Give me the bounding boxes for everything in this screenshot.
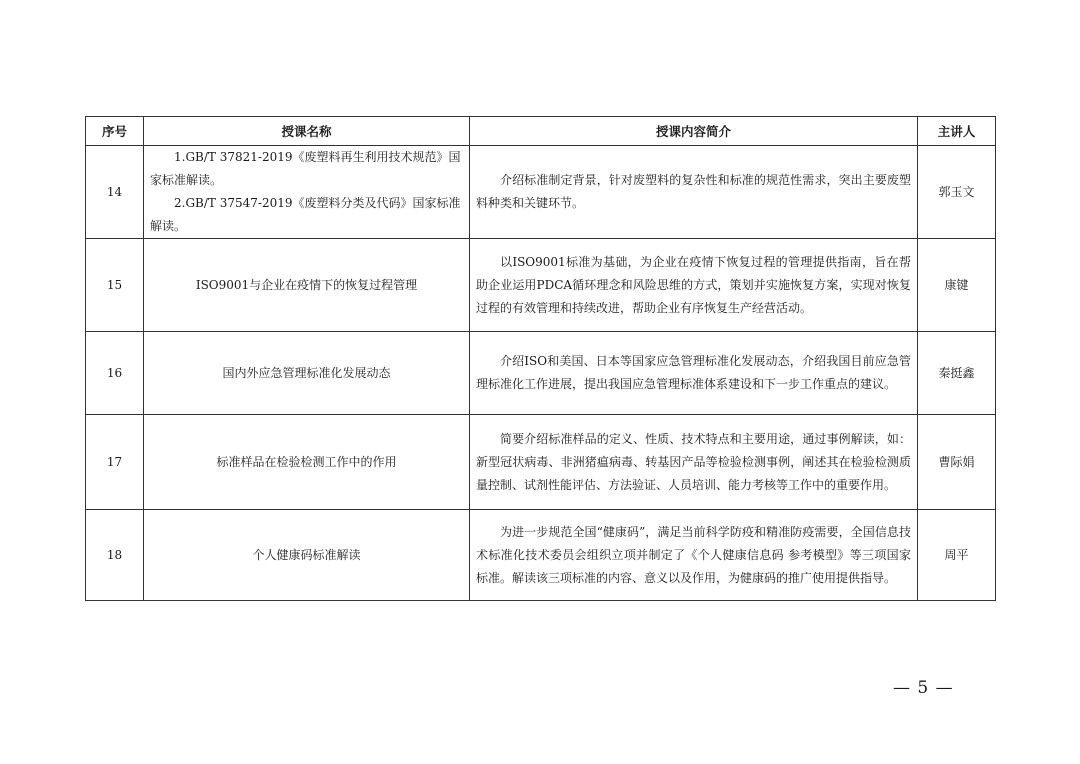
row-number: 14: [86, 146, 144, 239]
course-description: 介绍ISO和美国、日本等国家应急管理标准化发展动态，介绍我国目前应急管理标准化工作进展，提出我国应急管理标准体系建设和下一步工作重点的建议。: [470, 332, 918, 415]
course-name: 个人健康码标准解读: [144, 510, 470, 601]
course-name-item: 2.GB/T 37547-2019《废塑料分类及代码》国家标准解读。: [150, 196, 461, 233]
header-course-name: 授课名称: [144, 117, 470, 146]
course-description: 为进一步规范全国“健康码”，满足当前科学防疫和精准防疫需要，全国信息技术标准化技术委员会组织立项并制定了《个人健康信息码 参考模型》等三项国家标准。解读该三项标准的内容、意义以及作用，为健康码的推广使用提供指导。: [470, 510, 918, 601]
header-course-description: 授课内容简介: [470, 117, 918, 146]
table-row: [86, 146, 996, 239]
header-lecturer: 主讲人: [918, 117, 996, 146]
row-number: 17: [86, 415, 144, 510]
table-header-row: [86, 117, 996, 146]
course-name: ISO9001与企业在疫情下的恢复过程管理: [144, 239, 470, 332]
lecturer-name: 康键: [918, 239, 996, 332]
course-table: [85, 116, 996, 601]
course-name: 标准样品在检验检测工作中的作用: [144, 415, 470, 510]
course-description: 简要介绍标准样品的定义、性质、技术特点和主要用途，通过事例解读，如：新型冠状病毒、非洲猪瘟病毒、转基因产品等检验检测事例，阐述其在检验检测质量控制、试剂性能评估、方法验证、人员培训、能力考核等工作中的重要作用。: [470, 415, 918, 510]
lecturer-name: 周平: [918, 510, 996, 601]
row-number: 16: [86, 332, 144, 415]
course-name: 国内外应急管理标准化发展动态: [144, 332, 470, 415]
course-name-item: 1.GB/T 37821-2019《废塑料再生利用技术规范》国家标准解读。: [150, 150, 461, 187]
lecturer-name: 曹际娟: [918, 415, 996, 510]
table-row: [86, 332, 996, 415]
row-number: 18: [86, 510, 144, 601]
row-number: 15: [86, 239, 144, 332]
course-description: 介绍标准制定背景，针对废塑料的复杂性和标准的规范性需求，突出主要废塑料种类和关键环节。: [470, 146, 918, 239]
table-row: [86, 239, 996, 332]
page-number: — 5 —: [893, 678, 954, 698]
table-row: [86, 415, 996, 510]
lecturer-name: 郭玉文: [918, 146, 996, 239]
lecturer-name: 秦挺鑫: [918, 332, 996, 415]
table-row: [86, 510, 996, 601]
course-name: [144, 146, 470, 239]
course-description: 以ISO9001标准为基础，为企业在疫情下恢复过程的管理提供指南，旨在帮助企业运用PDCA循环理念和风险思维的方式，策划并实施恢复方案，实现对恢复过程的有效管理和持续改进，帮助企业有序恢复生产经营活动。: [470, 239, 918, 332]
header-no: 序号: [86, 117, 144, 146]
